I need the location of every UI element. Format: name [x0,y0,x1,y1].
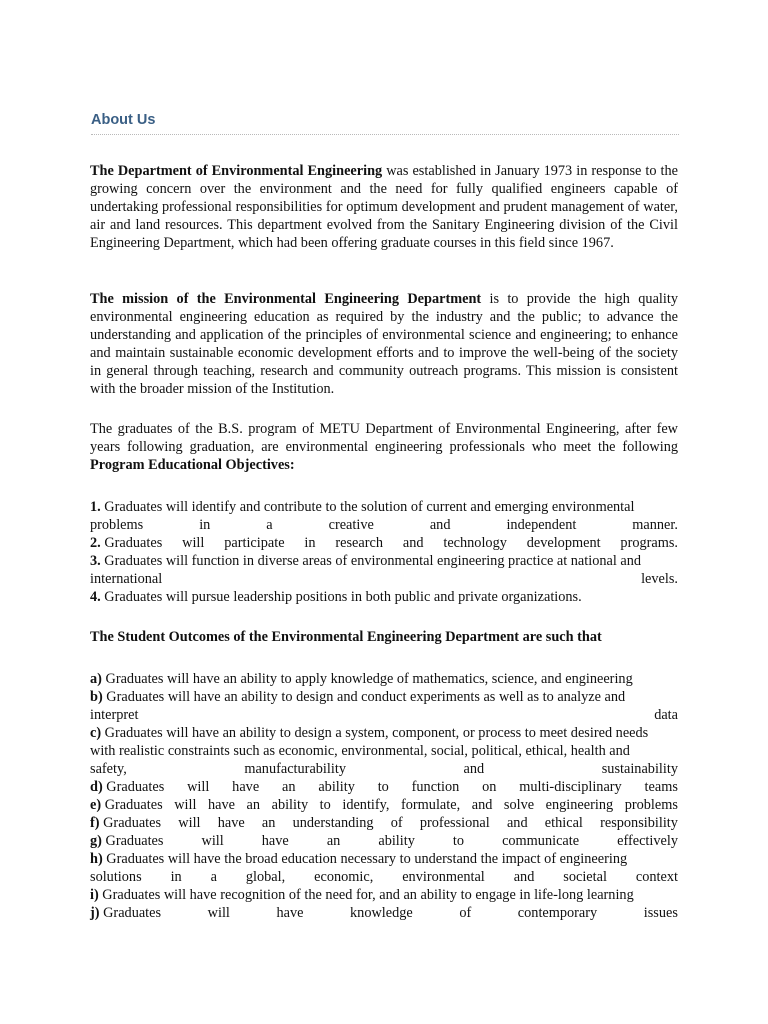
word: environmental [402,869,485,885]
outcome-label: b) [90,689,103,705]
outcome-label: e) [90,797,102,813]
word: creative [328,517,374,533]
word: have [232,779,260,795]
word: professional [419,815,490,831]
word: sustainability [601,761,678,777]
word: ability [378,833,415,849]
word: manufacturability [244,761,346,777]
word: multi-disciplinary [519,779,622,795]
objective-text: Graduates will identify and contribute to the solution of current and emerging environmental [100,499,635,515]
outcome-label: c) [90,725,102,741]
word: responsibility [600,815,678,831]
word: identify, [342,797,390,813]
word: levels. [641,571,678,587]
word: in [304,535,316,551]
word: a [266,517,273,533]
word: to [319,797,331,813]
mission-paragraph [90,290,678,398]
objective-1-wrap-line [90,516,678,534]
word: and [429,517,451,533]
outcome-f-line [90,814,678,832]
word: international [90,571,163,587]
word: problems [624,797,678,813]
outcome-label: f) [90,815,100,831]
objective-text: Graduates will function in diverse areas of environmental engineering practice at national and [100,553,642,569]
page-title: About Us [91,112,679,135]
graduates-text: The graduates of the B.S. program of METU Department of Environmental Engineering, after few years following graduation, are environmental engineering professionals who meet the following [90,421,678,455]
word: will [207,905,230,921]
word: g) Graduates [90,833,164,849]
objective-text: Graduates will pursue leadership positions in both public and private organizations. [100,589,582,605]
word: d) Graduates [90,779,165,795]
word: interpret [90,707,139,723]
word: knowledge [350,905,413,921]
word: and [506,815,528,831]
word: will [178,815,201,831]
word: teams [644,779,678,795]
word: in [170,869,182,885]
word: an [246,797,261,813]
word: economic, [314,869,374,885]
outcome-c-line [90,724,678,742]
word: technology [443,535,507,551]
outcome-h-wrap-line [90,868,678,886]
word: ability [318,779,355,795]
word: development [526,535,601,551]
outcome-text: Graduates will have an ability to design and conduct experiments as well as to analyze and [102,689,626,705]
word: solutions [90,869,142,885]
word: will [182,535,205,551]
word: and [471,797,493,813]
outcome-label: j) [90,905,100,921]
word: communicate [502,833,580,849]
objective-number: 1. [90,499,101,515]
outcome-label: a) [90,671,102,687]
word: problems [90,517,144,533]
word: have [276,905,304,921]
word: participate [224,535,285,551]
mission-bold-lead: The mission of the Environmental Engineering Department [90,291,482,307]
outcome-c-line-2: with realistic constraints such as economic, environmental, social, political, ethical, health and [90,743,630,759]
word: contemporary [517,905,598,921]
word: will [187,779,210,795]
word: to [377,779,389,795]
word: will [174,797,197,813]
word: function [411,779,460,795]
word: research [335,535,383,551]
objective-number: 4. [90,589,101,605]
word: have [208,797,235,813]
word: global, [245,869,286,885]
outcome-text: Graduates will have an ability to design a system, component, or process to meet desired needs [101,725,649,741]
outcome-h-line [90,850,678,868]
program-objectives-list [90,498,678,606]
outcome-j-line [90,904,678,922]
word: on [482,779,497,795]
word: in [199,517,211,533]
word: context [635,869,678,885]
word: issues [643,905,678,921]
word: 2. Graduates [90,535,163,551]
outcome-b-wrap-line [90,706,678,724]
word: an [282,779,296,795]
outcome-a-line [90,670,678,688]
word: of [459,905,472,921]
word: programs. [620,535,678,551]
word: will [201,833,224,849]
objective-2-line [90,534,678,552]
outcome-label: d) [90,779,103,795]
word: an [261,815,276,831]
word: formulate, [401,797,461,813]
word: engineering [545,797,614,813]
word: f) Graduates [90,815,162,831]
word: to [452,833,465,849]
word: effectively [617,833,678,849]
student-outcomes-list [90,670,678,922]
word: a [210,869,217,885]
outcome-text: Graduates will have recognition of the need for, and an ability to engage in life-long learning [98,887,634,903]
outcome-b-line [90,688,678,706]
graduates-paragraph [90,420,678,474]
intro-paragraph [90,162,678,252]
objective-3-wrap-line [90,570,678,588]
word: data [654,707,678,723]
word: and [402,535,424,551]
outcome-label: g) [90,833,102,849]
objective-1-line [90,498,678,516]
mission-text: is to provide the high quality environmental engineering education as required by the industry and the public; to advance the understanding and application of the principles of environmental science and engineering; to enhance and maintain sustainable economic development efforts and to improve the well-being of the society in general through teaching, research and community outreach programs. This mission is consistent with the broader mission of the Institution. [90,291,678,397]
word: j) Graduates [90,905,162,921]
word: understanding [292,815,374,831]
word: and [463,761,485,777]
word: ethical [544,815,583,831]
word: and [513,869,535,885]
word: an [326,833,341,849]
student-outcomes-title: The Student Outcomes of the Environmental Engineering Department are such that [90,629,602,645]
objective-number: 3. [90,553,101,569]
objective-number: 2. [90,535,101,551]
outcome-g-line [90,832,678,850]
outcome-i-line [90,886,678,904]
outcome-e-line [90,796,678,814]
word: have [217,815,245,831]
word: have [261,833,289,849]
intro-bold-lead: The Department of Environmental Engineering [90,163,383,179]
graduates-bold-tail: Program Educational Objectives: [90,457,295,473]
outcome-text: Graduates will have the broad education necessary to understand the impact of engineering [102,851,628,867]
outcome-d-line [90,778,678,796]
objective-3-line [90,552,678,570]
outcome-c-wrap-line [90,760,678,778]
word: independent [506,517,577,533]
word: e) Graduates [90,797,163,813]
objective-4-line [90,588,678,606]
word: safety, [90,761,127,777]
word: societal [563,869,607,885]
word: of [390,815,403,831]
intro-text: was established in January 1973 in response to the growing concern over the environment and the need for fully qualified engineers capable of undertaking professional responsibilities for optimum development and prudent management of water, air and land resources. This department evolved from the Sanitary Engineering division of the Civil Engineering Department, which had been offering graduate courses in this field since 1967. [90,163,678,251]
word: manner. [632,517,678,533]
word: solve [503,797,535,813]
outcome-label: i) [90,887,99,903]
outcome-label: h) [90,851,103,867]
outcome-text: Graduates will have an ability to apply knowledge of mathematics, science, and engineering [101,671,633,687]
word: ability [271,797,309,813]
